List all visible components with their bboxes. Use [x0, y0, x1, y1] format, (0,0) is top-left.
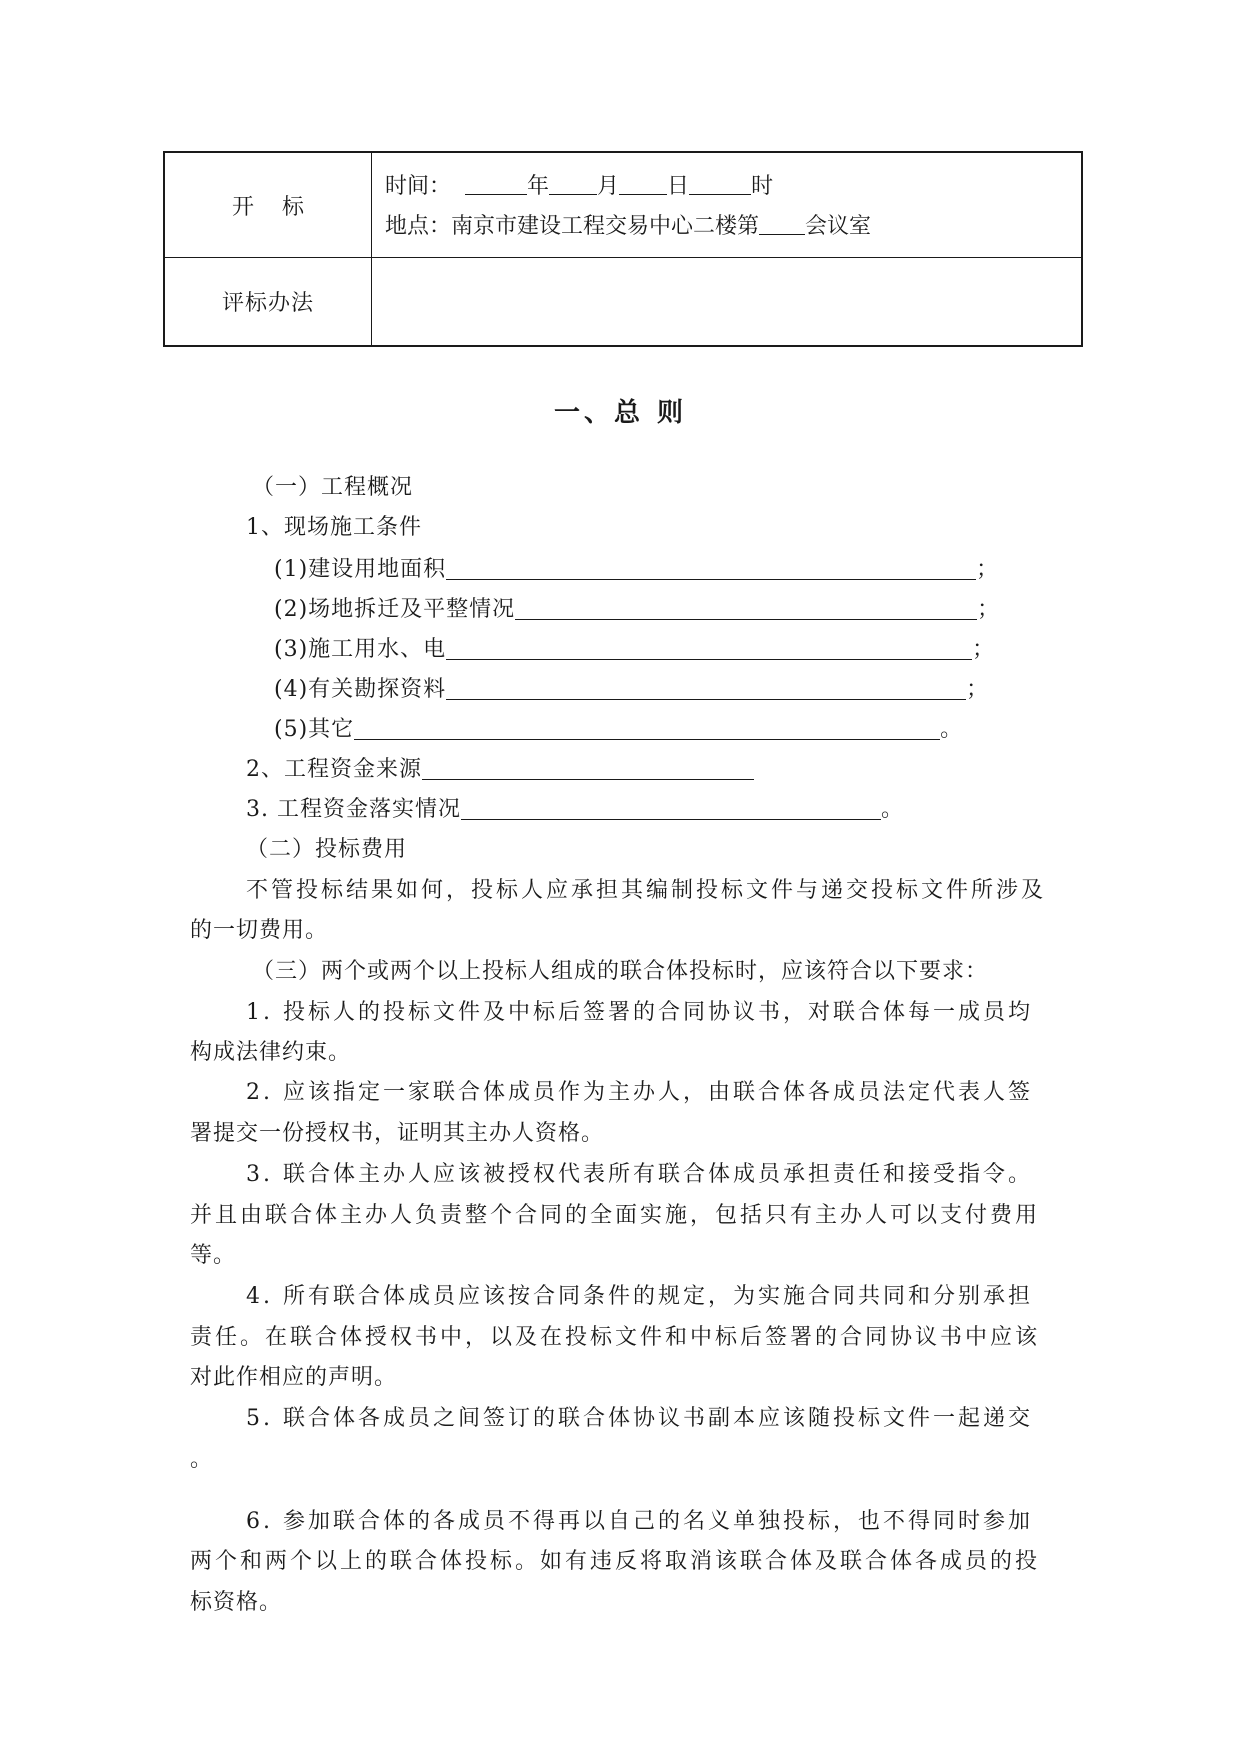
- clause-line: 6. 参加联合体的各成员不得再以自己的名义单独投标，也不得同时参加: [246, 1509, 1033, 1534]
- fill-blank: [422, 751, 754, 780]
- evaluation-method-row: [165, 258, 1081, 345]
- clause-line: 4. 所有联合体成员应该按合同条件的规定，为实施合同共同和分别承担: [246, 1284, 1033, 1309]
- evaluation-method-label: 评标办法: [221, 291, 314, 316]
- sub-item-end: ；: [972, 637, 996, 662]
- fill-blank: [446, 631, 972, 660]
- sub-item-label: (4)有关勘探资料: [274, 677, 447, 702]
- clause-line: 责任。在联合体授权书中，以及在投标文件和中标后签署的合同协议书中应该: [190, 1325, 1041, 1350]
- day-label: 日: [667, 174, 690, 199]
- subsection-bid-cost: （二）投标费用: [246, 837, 408, 862]
- day-blank: [619, 172, 667, 195]
- clause-line: 构成法律约束。: [190, 1040, 352, 1065]
- location-text: 南京市建设工程交易中心二楼第: [451, 214, 760, 239]
- sub-item-label: (1)建设用地面积: [274, 557, 447, 582]
- clause-line: 3. 联合体主办人应该被授权代表所有联合体成员承担责任和接受指令。: [246, 1162, 1033, 1187]
- sub-item-demolition: [274, 590, 1000, 630]
- sub-item-survey-data: [274, 670, 989, 710]
- clause-line: 1. 投标人的投标文件及中标后签署的合同协议书，对联合体每一成员均: [246, 1000, 1033, 1025]
- paragraph-line: 不管投标结果如何，投标人应承担其编制投标文件与递交投标文件所涉及: [246, 878, 1047, 903]
- item-funding-status: [246, 790, 904, 830]
- fill-blank: [354, 711, 940, 740]
- month-blank: [549, 172, 597, 195]
- bid-opening-label: 开标: [231, 194, 332, 220]
- sub-item-end: ；: [976, 557, 1000, 582]
- clause-line: 对此作相应的声明。: [190, 1365, 398, 1390]
- room-blank: [759, 212, 805, 235]
- sub-item-end: ；: [966, 677, 990, 702]
- bid-opening-label-cell: [165, 153, 371, 257]
- bid-opening-row: [165, 153, 1081, 258]
- year-label: 年: [527, 174, 550, 199]
- fill-blank: [461, 791, 881, 820]
- item-end: 。: [880, 797, 904, 822]
- item-label: 2、工程资金来源: [246, 757, 422, 782]
- time-line: [385, 167, 1071, 207]
- subsection-project-overview: （一）工程概况: [252, 475, 414, 500]
- time-label: 时间：: [385, 174, 452, 199]
- column-divider: [371, 153, 372, 345]
- item-site-conditions: 1、现场施工条件: [246, 515, 422, 540]
- sub-item-other: [274, 710, 963, 750]
- location-line: [385, 207, 1071, 247]
- bid-info-table: [163, 151, 1083, 347]
- clause-line: 署提交一份授权书，证明其主办人资格。: [190, 1121, 605, 1146]
- fill-blank: [446, 551, 976, 580]
- sub-item-end: ；: [977, 597, 1001, 622]
- subsection-consortium: （三）两个或两个以上投标人组成的联合体投标时，应该符合以下要求：: [252, 959, 989, 984]
- clause-line: 2. 应该指定一家联合体成员作为主办人，由联合体各成员法定代表人签: [246, 1080, 1033, 1105]
- clause-line: 5. 联合体各成员之间签订的联合体协议书副本应该随投标文件一起递交: [246, 1406, 1033, 1431]
- evaluation-method-label-cell: [165, 258, 371, 345]
- clause-line: 等。: [190, 1243, 237, 1268]
- month-label: 月: [597, 174, 620, 199]
- clause-line: 标资格。: [190, 1590, 283, 1615]
- sub-item-land-area: [274, 550, 999, 590]
- sub-item-water-power: [274, 630, 995, 670]
- sub-item-end: 。: [940, 717, 964, 742]
- item-label: 3. 工程资金落实情况: [246, 797, 461, 822]
- fill-blank: [515, 591, 977, 620]
- year-blank: [465, 172, 527, 195]
- location-label: 地点：: [385, 214, 452, 239]
- fill-blank: [446, 671, 966, 700]
- hour-blank: [689, 172, 751, 195]
- room-suffix: 会议室: [805, 214, 872, 239]
- sub-item-label: (3)施工用水、电: [274, 637, 447, 662]
- section-title: 一、总 则: [553, 398, 688, 428]
- sub-item-label: (5)其它: [274, 717, 355, 742]
- item-funding-source: [246, 750, 754, 790]
- clause-line: 。: [190, 1447, 214, 1472]
- paragraph-line: 的一切费用。: [190, 918, 329, 943]
- clause-line: 并且由联合体主办人负责整个合同的全面实施，包括只有主办人可以支付费用: [190, 1203, 1041, 1228]
- clause-line: 两个和两个以上的联合体投标。如有违反将取消该联合体及联合体各成员的投: [190, 1549, 1041, 1574]
- hour-label: 时: [751, 174, 774, 199]
- sub-item-label: (2)场地拆迁及平整情况: [274, 597, 516, 622]
- bid-opening-details: [385, 167, 1071, 247]
